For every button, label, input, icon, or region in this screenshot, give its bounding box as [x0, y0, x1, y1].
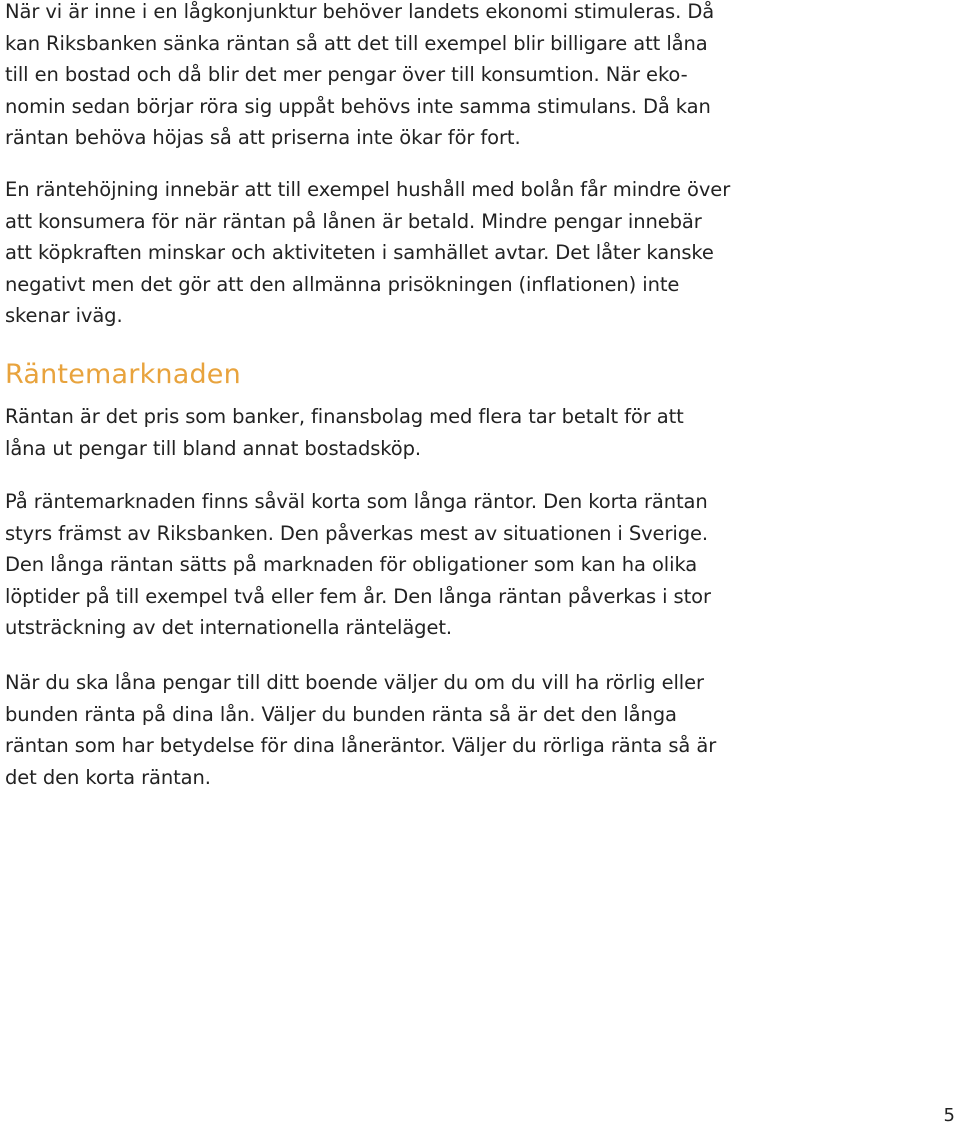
text-line: kan Riksbanken sänka räntan så att det till exempel blir billigare att låna — [5, 31, 708, 55]
text-line: Den långa räntan sätts på marknaden för obligationer som kan ha olika — [5, 553, 698, 576]
paragraph-rantan-pris — [5, 401, 684, 464]
text-line: räntan behöva höjas så att priserna inte ökar för fort. — [5, 126, 521, 149]
paragraph-korta-langa-rantor — [5, 486, 711, 644]
text-line: att köpkraften minskar och aktiviteten i samhället avtar. Det låter kanske — [5, 241, 714, 264]
text-line: att konsumera för när räntan på lånen är betald. Mindre pengar innebär — [5, 209, 702, 233]
text-line: nomin sedan börjar röra sig uppåt behövs inte samma stimulans. Då kan — [5, 94, 711, 118]
text-line: räntan som har betydelse för dina låneräntor. Väljer du rörliga ränta så är — [5, 734, 717, 757]
paragraph-rantehojning — [5, 174, 730, 332]
section-heading: Räntemarknaden — [5, 359, 241, 390]
text-line: till en bostad och då blir det mer pengar över till konsumtion. När eko- — [5, 63, 688, 86]
text-line: styrs främst av Riksbanken. Den påverkas mest av situationen i Sverige. — [5, 521, 708, 545]
paragraph-rorlig-bunden — [5, 667, 716, 793]
text-line: negativt men det gör att den allmänna prisökningen (inflationen) inte — [5, 272, 680, 296]
text-line: låna ut pengar till bland annat bostadsköp. — [5, 436, 421, 460]
text-line: löptider på till exempel två eller fem år. Den långa räntan påverkas i stor — [5, 584, 711, 608]
text-line: När du ska låna pengar till ditt boende väljer du om du vill ha rörlig eller — [5, 671, 704, 694]
text-line: När vi är inne i en lågkonjunktur behöver landets ekonomi stimuleras. Då — [5, 0, 715, 23]
text-line: På räntemarknaden finns såväl korta som långa räntor. Den korta räntan — [5, 490, 708, 513]
text-line: Räntan är det pris som banker, finansbolag med flera tar betalt för att — [5, 405, 684, 428]
text-line: det den korta räntan. — [5, 765, 211, 789]
text-line: skenar iväg. — [5, 304, 123, 327]
text-line: utsträckning av det internationella ränteläget. — [5, 616, 452, 639]
paragraph-lagkonjunktur — [5, 0, 714, 154]
text-line: En räntehöjning innebär att till exempel hushåll med bolån får mindre över — [5, 178, 731, 201]
text-line: bunden ränta på dina lån. Väljer du bunden ränta så är det den långa — [5, 702, 677, 726]
page-number: 5 — [943, 1105, 955, 1126]
